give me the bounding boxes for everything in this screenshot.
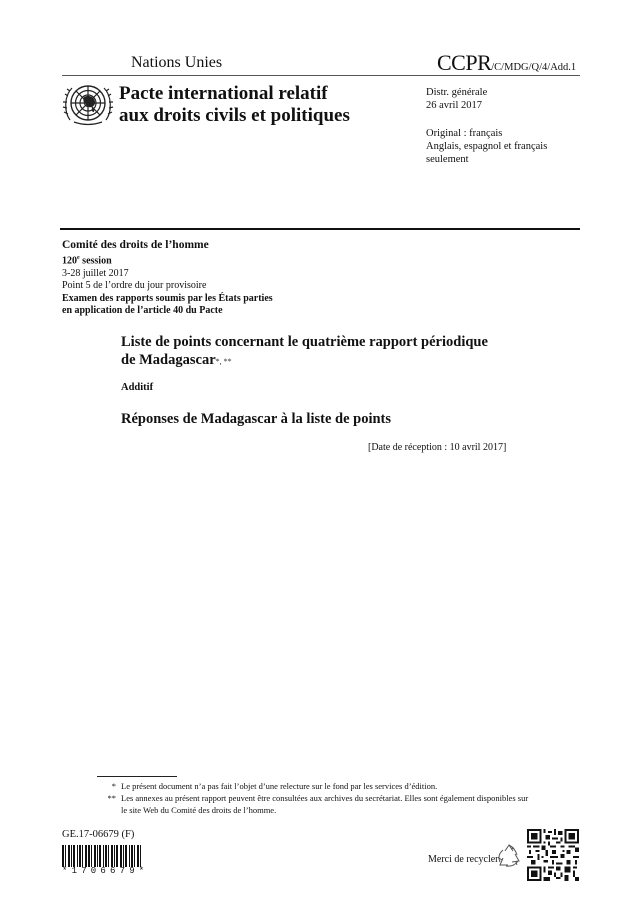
barcode-icon — [62, 845, 148, 867]
document-symbol — [437, 50, 576, 76]
qr-code-icon — [527, 829, 579, 881]
agenda-title: Examen des rapports soumis par les États parties — [62, 292, 273, 304]
body-title — [119, 83, 350, 127]
issue-date: 26 avril 2017 — [426, 100, 482, 111]
footnote-reference[interactable]: *, ** — [215, 357, 232, 366]
body-title-line: Pacte international relatif — [119, 83, 328, 104]
agenda-title: en application de l’article 40 du Pacte — [62, 305, 223, 317]
languages: seulement — [426, 154, 469, 165]
footnote — [94, 792, 534, 816]
footnote-separator — [97, 776, 177, 777]
barcode-number: *1706679* — [62, 866, 149, 876]
document-title-line: de Madagascar*, ** — [121, 352, 232, 368]
session-dates: 3-28 juillet 2017 — [62, 267, 129, 279]
footnotes — [94, 780, 534, 816]
header-rule — [62, 75, 580, 76]
recycle-label: Merci de recycler — [428, 854, 499, 865]
symbol-main: CCPR — [437, 50, 492, 75]
recycle-icon — [496, 843, 522, 869]
footnote-mark: ** — [107, 793, 116, 803]
symbol-suffix: /C/MDG/Q/4/Add.1 — [491, 62, 577, 73]
section-rule — [60, 228, 580, 230]
distribution-block — [426, 86, 547, 166]
committee-name: Comité des droits de l’homme — [62, 239, 209, 251]
reception-date: [Date de réception : 10 avril 2017] — [368, 442, 507, 453]
original-language: Original : français — [426, 128, 503, 139]
session: 120e session — [62, 255, 112, 267]
un-emblem-icon — [62, 80, 114, 128]
committee-block — [62, 238, 273, 318]
footnote-mark: * — [111, 781, 116, 791]
distribution-type: Distr. générale — [426, 87, 488, 98]
document-title-line: Liste de points concernant le quatrième rapport périodique — [121, 334, 488, 350]
addendum-label: Additif — [121, 382, 154, 393]
languages: Anglais, espagnol et français — [426, 141, 548, 152]
footnote-text: Le présent document n’a pas fait l’objet d’une relecture sur le fond par les services d’édition. — [121, 781, 438, 791]
responses-title: Réponses de Madagascar à la liste de points — [121, 411, 392, 427]
organization-name: Nations Unies — [131, 54, 223, 71]
job-number: GE.17-06679 (F) — [62, 829, 135, 840]
footnote-text: Les annexes au présent rapport peuvent être consultées aux archives du secrétariat. Elles sont également disponibles sur le site Web du Comité des droits de l’homme. — [121, 793, 529, 815]
footnote — [94, 780, 534, 792]
body-title-line: aux droits civils et politiques — [119, 105, 350, 126]
document-title — [121, 333, 488, 371]
agenda-item: Point 5 de l’ordre du jour provisoire — [62, 280, 207, 292]
